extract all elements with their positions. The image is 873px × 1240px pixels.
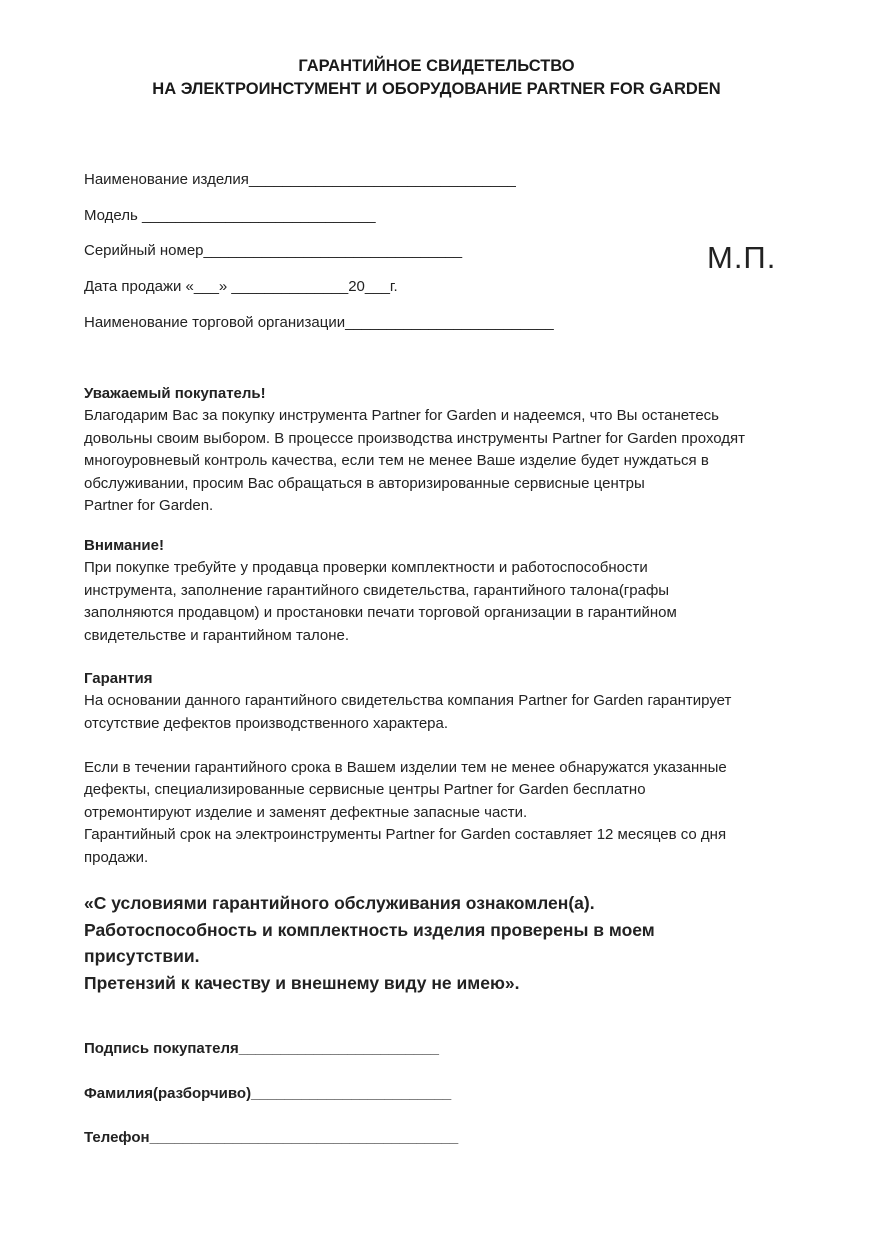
dear-buyer-section: [84, 383, 745, 517]
dear-buyer-line: довольны своим выбором. В процессе производства инструменты Partner for Garden проходят: [84, 429, 746, 447]
warranty-heading: Гарантия: [84, 670, 153, 687]
attention-line: свидетельстве и гарантийном талоне.: [84, 626, 350, 644]
stamp-placeholder: М.П.: [707, 240, 777, 275]
dear-buyer-line: Partner for Garden.: [84, 497, 214, 515]
warranty-terms-section: [84, 757, 727, 869]
dear-buyer-line: многоуровневый контроль качества, если тем не менее Ваше изделие будет нуждаться в: [84, 452, 709, 470]
warranty-terms-line: продажи.: [84, 848, 149, 866]
sale-date-field[interactable]: Дата продажи «___» ______________20___г.: [84, 278, 398, 295]
title-line-2: НА ЭЛЕКТРОИНСТУМЕНТ И ОБОРУДОВАНИЕ PARTNER FOR GARDEN: [152, 80, 721, 98]
attention-line: При покупке требуйте у продавца проверки комплектности и работоспособности: [84, 559, 648, 577]
title-line-1: ГАРАНТИЙНОЕ СВИДЕТЕЛЬСТВО: [298, 57, 575, 75]
agreement-line: Работоспособность и комплектность изделия проверены в моем: [84, 919, 655, 940]
dear-buyer-line: обслуживании, просим Вас обращаться в авторизированные сервисные центры: [84, 474, 645, 492]
document-title: [0, 55, 873, 101]
serial-number-field[interactable]: Серийный номер_______________________________: [84, 242, 463, 259]
warranty-terms-line: отремонтируют изделие и заменят дефектные запасные части.: [84, 803, 528, 821]
agreement-line: Претензий к качеству и внешнему виду не имею».: [84, 972, 520, 993]
buyer-signature-field[interactable]: Подпись покупателя________________________: [84, 1040, 439, 1057]
buyer-phone-field[interactable]: Телефон_____________________________________: [84, 1129, 459, 1146]
warranty-terms-line: Гарантийный срок на электроинструменты Partner for Garden составляет 12 месяцев со дня: [84, 826, 727, 844]
product-name-field[interactable]: Наименование изделия________________________________: [84, 171, 516, 188]
attention-line: инструмента, заполнение гарантийного свидетельства, гарантийного талона(графы: [84, 581, 670, 599]
agreement-statement: [84, 890, 655, 996]
agreement-line: присутствии.: [84, 946, 200, 966]
agreement-line: «С условиями гарантийного обслуживания ознакомлен(а).: [84, 893, 595, 913]
warranty-terms-line: дефекты, специализированные сервисные центры Partner for Garden бесплатно: [84, 781, 646, 799]
attention-heading: Внимание!: [84, 537, 164, 554]
model-field[interactable]: Модель ____________________________: [84, 207, 376, 224]
warranty-terms-line: Если в течении гарантийного срока в Вашем изделии тем не менее обнаружатся указанные: [84, 759, 727, 776]
dear-buyer-heading: Уважаемый покупатель!: [84, 385, 266, 402]
shop-name-field[interactable]: Наименование торговой организации_________________________: [84, 314, 554, 331]
warranty-line: отсутствие дефектов производственного характера.: [84, 714, 449, 732]
warranty-line: На основании данного гарантийного свидетельства компания Partner for Garden гарантирует: [84, 692, 732, 710]
attention-section: [84, 535, 677, 647]
attention-line: заполняются продавцом) и простановки печати торговой организации в гарантийном: [84, 604, 677, 622]
dear-buyer-line: Благодарим Вас за покупку инструмента Partner for Garden и надеемся, что Вы останетесь: [84, 407, 719, 425]
warranty-section: [84, 668, 731, 735]
buyer-surname-field[interactable]: Фамилия(разборчиво)________________________: [84, 1085, 452, 1102]
